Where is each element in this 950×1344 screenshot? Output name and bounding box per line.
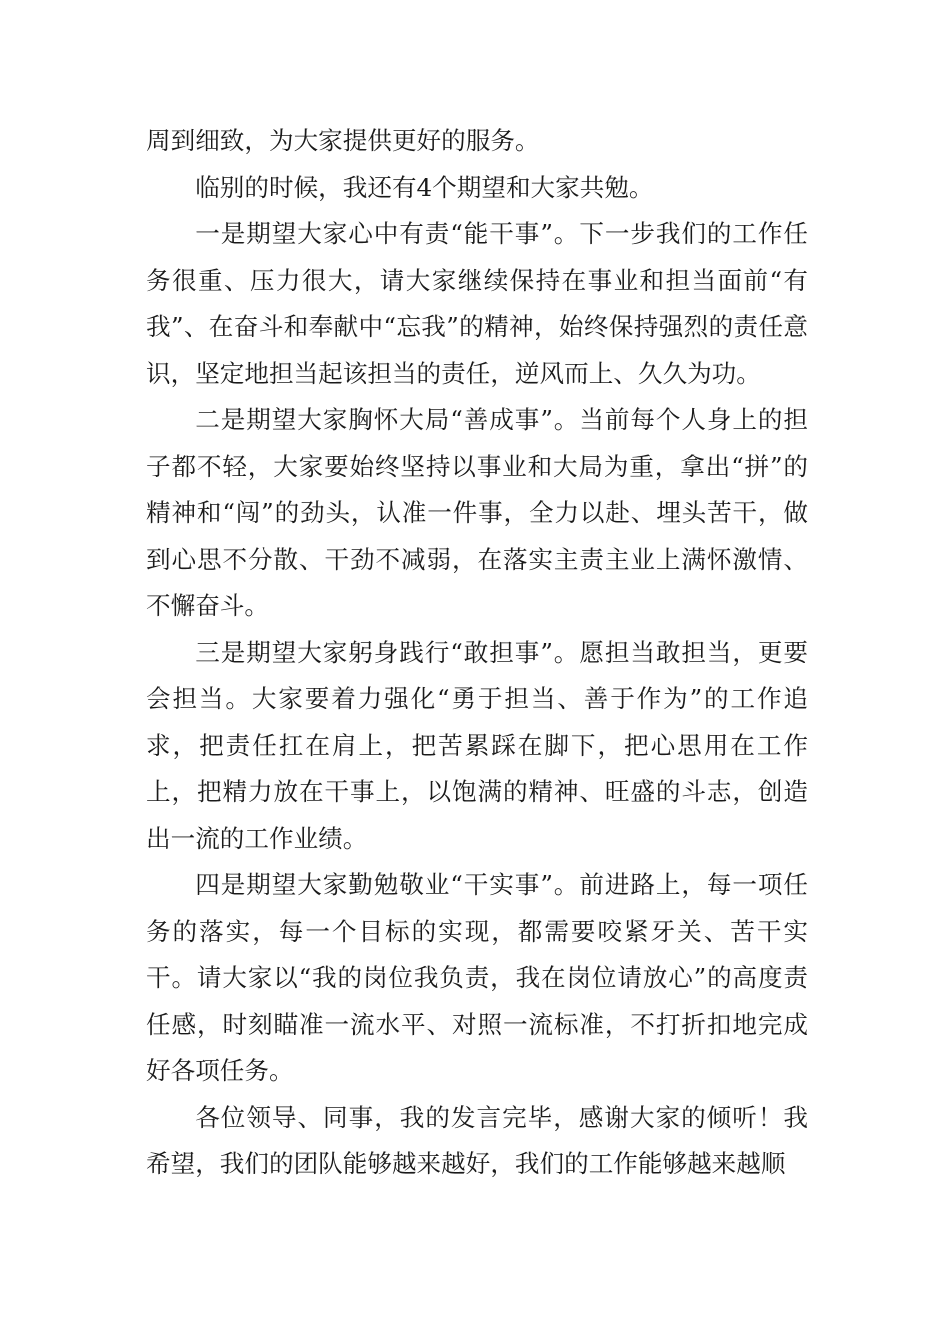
paragraph-continuation: 周到细致，为大家提供更好的服务。	[146, 126, 540, 155]
paragraph-closing: 各位领导、同事，我的发言完毕，感谢大家的倾听！我希望，我们的团队能够越来越好，我们的工作能够越来越顺	[146, 1102, 808, 1178]
paragraph-expectation-4: 四是期望大家勤勉敬业“干实事”。前进路上，每一项任务的落实，每一个目标的实现，都需要咬紧牙关、苦干实干。请大家以“我的岗位我负责，我在岗位请放心”的高度责任感，时刻瞄准一流水平、对照一流标准，不打折扣地完成好各项任务。	[146, 870, 808, 1085]
paragraph-expectation-2: 二是期望大家胸怀大局“善成事”。当前每个人身上的担子都不轻，大家要始终坚持以事业和大局为重，拿出“拼”的精神和“闯”的劲头，认准一件事，全力以赴、埋头苦干，做到心思不分散、干劲不减弱，在落实主责主业上满怀激情、不懈奋斗。	[146, 405, 808, 620]
document-body	[146, 118, 808, 1188]
paragraph-expectation-3: 三是期望大家躬身践行“敢担事”。愿担当敢担当，更要会担当。大家要着力强化“勇于担当、善于作为”的工作追求，把责任扛在肩上，把苦累踩在脚下，把心思用在工作上，把精力放在干事上，以饱满的精神、旺盛的斗志，创造出一流的工作业绩。	[146, 637, 808, 853]
paragraph-farewell-intro: 临别的时候，我还有4个期望和大家共勉。	[195, 172, 654, 202]
paragraph-expectation-1: 一是期望大家心中有责“能干事”。下一步我们的工作任务很重、压力很大，请大家继续保持在事业和担当面前“有我”、在奋斗和奉献中“忘我”的精神，始终保持强烈的责任意识，坚定地担当起该担当的责任，逆风而上、久久为功。	[146, 219, 808, 388]
